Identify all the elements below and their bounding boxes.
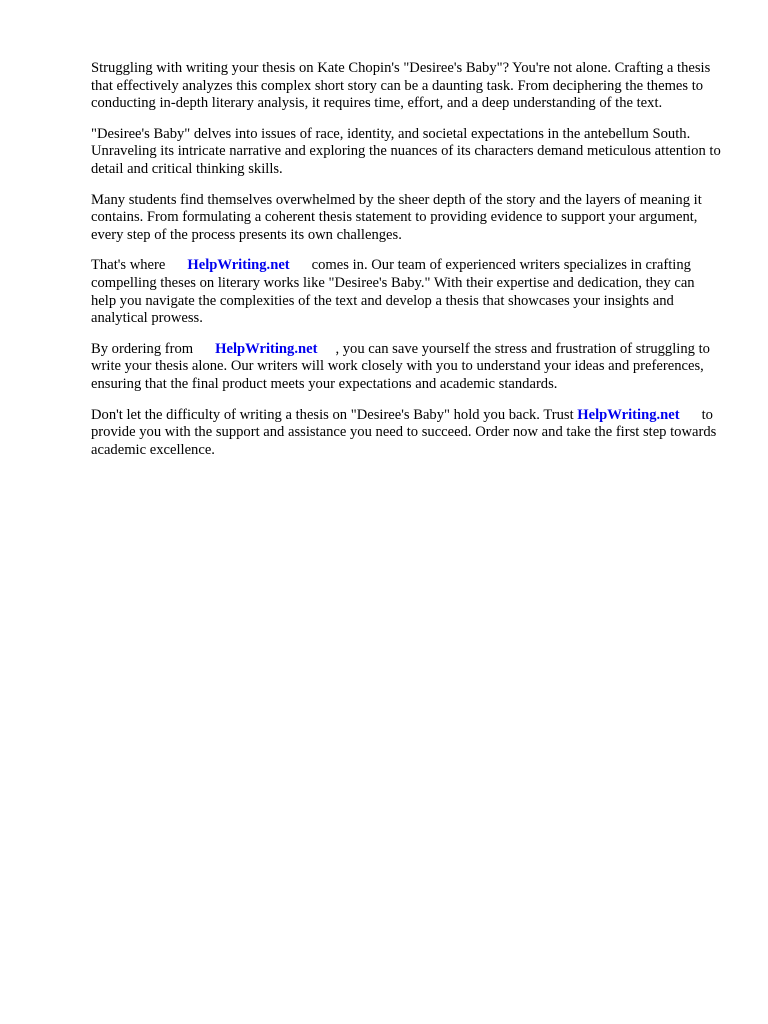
paragraph-text: That's where bbox=[91, 257, 166, 274]
paragraph-challenges: Many students find themselves overwhelmed by the sheer depth of the story and the layers of meaning it contains. From formulating a coherent thesis statement to providing evidence to support your argument, every step of the process presents its own challenges. bbox=[91, 191, 702, 243]
paragraph-service-intro bbox=[91, 257, 723, 327]
paragraph-intro: Struggling with writing your thesis on Kate Chopin's "Desiree's Baby"? You're not alone. Crafting a thesis that effectively analyzes this complex short story can be a daunting task. From deciphering the themes to conducting in-depth literary analysis, it requires time, effort, and a deep understanding of the text. bbox=[91, 60, 711, 112]
helpwriting-link[interactable]: HelpWriting.net bbox=[187, 257, 290, 274]
document-body bbox=[91, 60, 723, 472]
helpwriting-link[interactable]: HelpWriting.net bbox=[215, 340, 318, 357]
paragraph-text: , you can save yourself the stress and frustration of struggling to write your thesis alone. Our writers will work closely with you to understand your ideas and preferences, ensuring that the final product meets your expectations and academic standards. bbox=[91, 340, 710, 392]
paragraph-themes: "Desiree's Baby" delves into issues of race, identity, and societal expectations in the antebellum South. Unraveling its intricate narrative and exploring the nuances of its characters demand meticulous attention to detail and critical thinking skills. bbox=[91, 125, 721, 177]
paragraph-text: Don't let the difficulty of writing a thesis on "Desiree's Baby" hold you back. Trust bbox=[91, 406, 574, 423]
paragraph-text: to provide you with the support and assistance you need to succeed. Order now and take the first step towards academic excellence. bbox=[91, 406, 717, 458]
paragraph-ordering bbox=[91, 341, 723, 394]
paragraph-text: comes in. Our team of experienced writers specializes in crafting compelling theses on literary works like "Desiree's Baby." With their expertise and dedication, they can help you navigate the complexities of the text and develop a thesis that showcases your insights and analytical prowess. bbox=[91, 257, 695, 327]
paragraph-call-to-action bbox=[91, 407, 723, 460]
paragraph-text: By ordering from bbox=[91, 340, 194, 357]
helpwriting-link[interactable]: HelpWriting.net bbox=[577, 406, 680, 423]
